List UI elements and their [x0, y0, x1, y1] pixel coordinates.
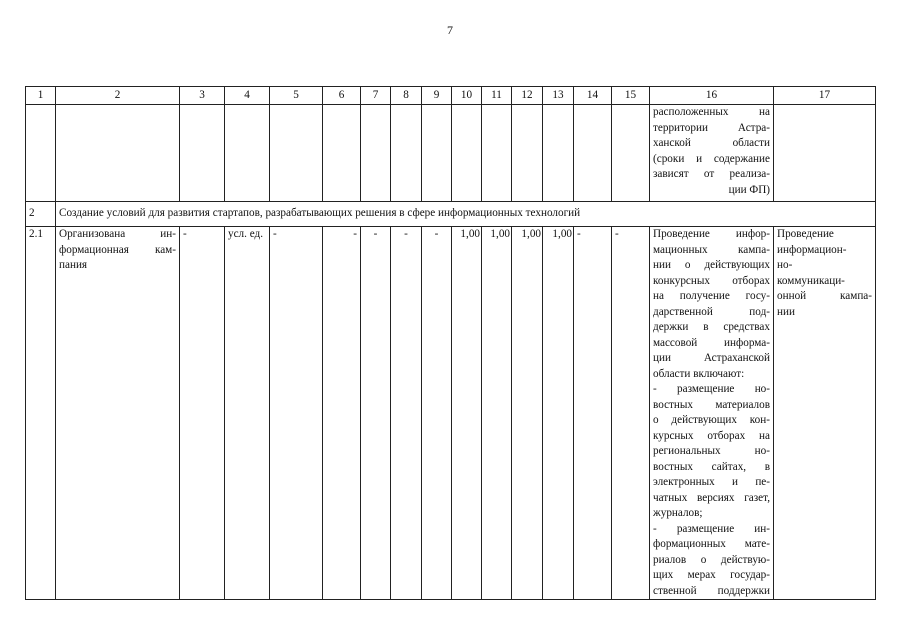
text-line: щих мерах государ- — [653, 569, 770, 581]
text-line: чатных версиях газет, — [653, 491, 770, 504]
item-value: 1,00 — [482, 227, 512, 600]
text-line: формационных мате- — [653, 538, 770, 550]
text-line: (сроки и содержание — [653, 152, 770, 165]
text-line: онной кампа- — [777, 290, 872, 302]
text-line: области включают: — [653, 367, 745, 380]
column-header: 12 — [512, 87, 543, 105]
item-col14: - — [574, 227, 612, 600]
column-header: 15 — [612, 87, 650, 105]
item-col7: - — [361, 227, 391, 600]
column-header: 16 — [650, 87, 774, 105]
text-line: на получение госу- — [653, 290, 770, 302]
column-header: 1 — [26, 87, 56, 105]
text-line: ции ФП) — [728, 183, 770, 196]
page-number: 7 — [447, 23, 453, 37]
text-line: Проведение инфор- — [653, 228, 770, 240]
item-value: 1,00 — [512, 227, 543, 600]
item-row — [26, 227, 876, 600]
text-line: территории Астра- — [653, 121, 770, 134]
text-line: расположенных на — [653, 106, 770, 118]
item-col15: - — [612, 227, 650, 600]
item-value: 1,00 — [452, 227, 482, 600]
text-line: журналов; — [653, 507, 703, 519]
item-number: 2.1 — [26, 227, 56, 600]
column-header: 2 — [56, 87, 180, 105]
column-header: 14 — [574, 87, 612, 105]
item-col3: - — [180, 227, 225, 600]
column-header: 7 — [361, 87, 391, 105]
text-line: ственной поддержки — [653, 584, 770, 597]
text-line: Организована ин- — [59, 228, 176, 240]
continuation-description — [650, 105, 774, 202]
text-line: востных сайтах, в — [653, 460, 770, 473]
item-col8: - — [391, 227, 422, 600]
column-header: 3 — [180, 87, 225, 105]
section-number: 2 — [26, 202, 56, 227]
text-line: дарственной под- — [653, 305, 770, 318]
text-line: электронных и пе- — [653, 476, 770, 488]
text-line: конкурсных отборах — [653, 274, 770, 287]
text-line: ции Астраханской — [653, 352, 770, 364]
column-header: 13 — [543, 87, 574, 105]
column-header: 10 — [452, 87, 482, 105]
item-col6: - — [323, 227, 361, 600]
column-header: 6 — [323, 87, 361, 105]
text-line: востных материалов — [653, 398, 770, 411]
text-line: коммуникаци- — [777, 274, 845, 287]
text-line: информацион- — [777, 243, 847, 256]
text-line: но- — [777, 259, 793, 271]
item-unit: усл. ед. — [225, 227, 270, 600]
item-description — [650, 227, 774, 600]
text-line: держки в средствах — [653, 321, 770, 333]
column-header: 11 — [482, 87, 512, 105]
item-result — [56, 227, 180, 600]
text-line: Проведение — [777, 228, 834, 240]
section-title: Создание условий для развития стартапов, разрабатывающих решения в сфере информационных технологий — [56, 202, 876, 227]
text-line: мационных кампа- — [653, 243, 770, 256]
column-header: 4 — [225, 87, 270, 105]
item-value: 1,00 — [543, 227, 574, 600]
text-line: нии о действующих — [653, 259, 770, 271]
item-event — [774, 227, 876, 600]
text-line: массовой информа- — [653, 336, 770, 349]
text-line: - размещение но- — [653, 383, 770, 395]
text-line: о действующих кон- — [653, 414, 770, 426]
column-header: 17 — [774, 87, 876, 105]
continuation-row — [26, 105, 876, 202]
text-line: нии — [777, 305, 795, 318]
section-row — [26, 202, 876, 227]
column-header: 9 — [422, 87, 452, 105]
item-col5: - — [270, 227, 323, 600]
text-line: курсных отборах на — [653, 429, 770, 442]
text-line: риалов о действую- — [653, 553, 770, 566]
header-row — [26, 87, 876, 105]
item-col9: - — [422, 227, 452, 600]
plan-table — [25, 86, 876, 600]
text-line: формационная кам- — [59, 243, 176, 256]
column-header: 8 — [391, 87, 422, 105]
text-line: - размещение ин- — [653, 522, 770, 535]
column-header: 5 — [270, 87, 323, 105]
text-line: ханской области — [653, 137, 770, 149]
text-line: региональных но- — [653, 445, 770, 457]
text-line: зависят от реализа- — [653, 168, 770, 180]
text-line: пания — [59, 259, 88, 271]
